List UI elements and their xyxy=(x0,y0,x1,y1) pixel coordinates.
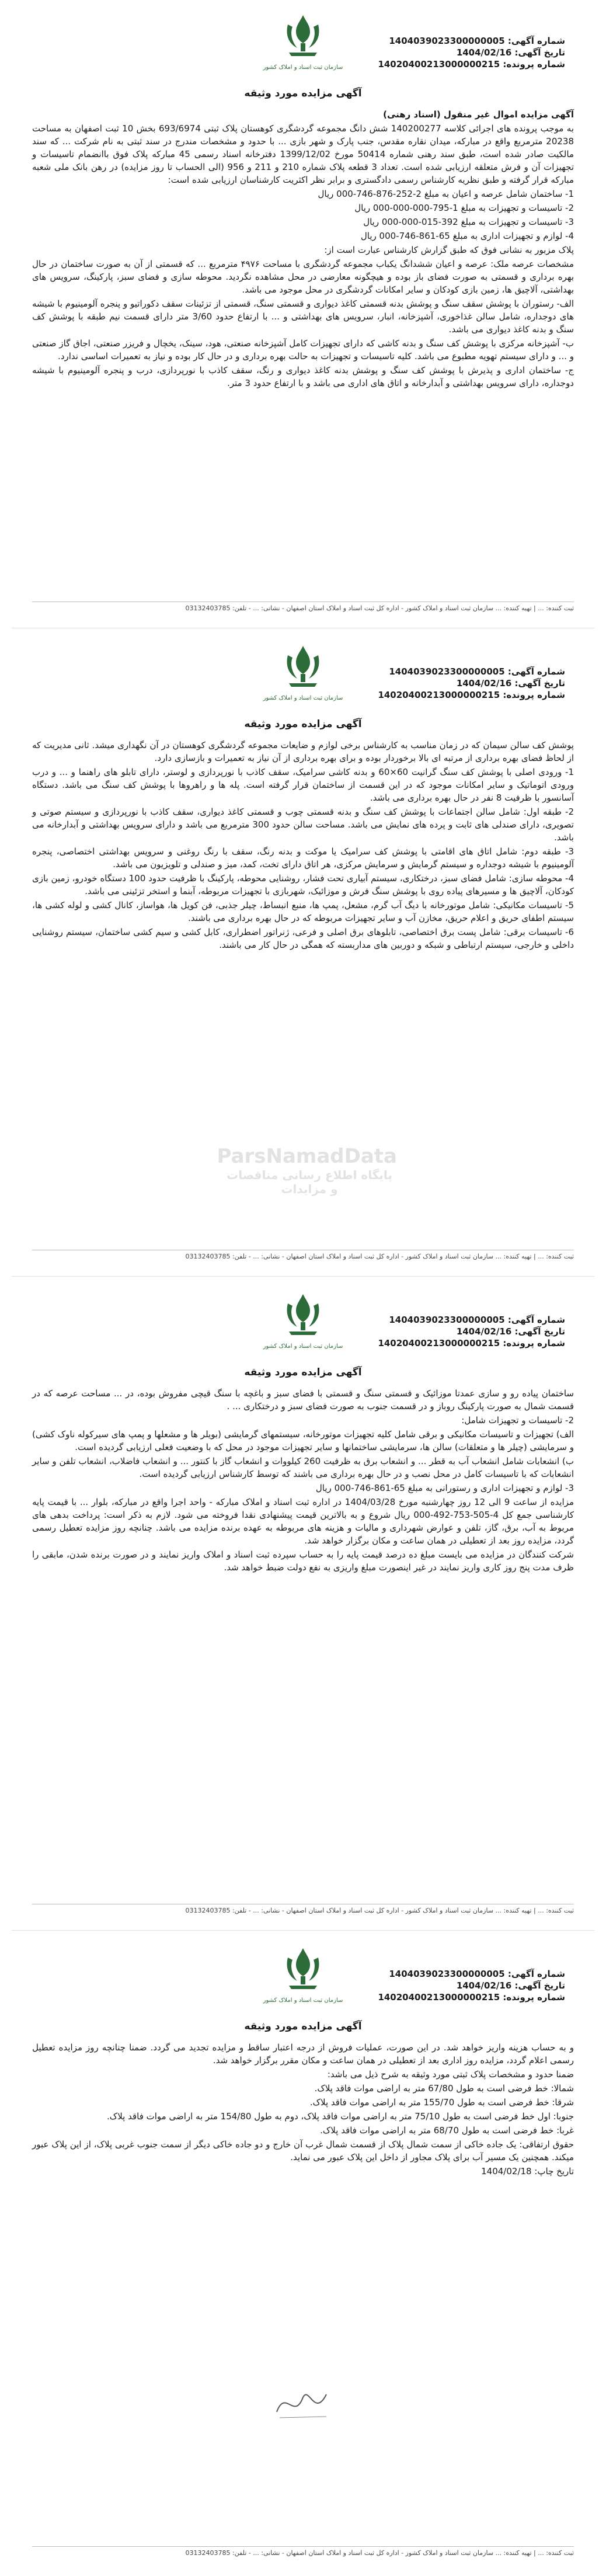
paragraph: 3- تاسیسات و تجهیزات به مبلغ 392-015-000-000 ریال xyxy=(363,217,574,227)
notice-page-4 xyxy=(0,1933,606,2570)
paragraph: پلاک مزبور به نشانی فوق که طبق گزارش کارشناس عبارت است از: xyxy=(324,245,574,255)
paragraph: ضمنا حدود و مشخصات پلاک ثبتی مورد وثیقه به شرح ذیل می باشد: xyxy=(327,2069,574,2080)
notice-number: شماره آگهی: 1404039023300000005 xyxy=(389,36,565,46)
page-divider xyxy=(12,1930,594,1931)
notice-footer: ثبت کننده: ... | تهیه کننده: ... سازمان ثبت اسناد و املاک کشور - اداره کل ثبت اسناد و املاک استان اصفهان - نشانی: ... - تلفن: 03132403785 xyxy=(32,1250,574,1260)
paragraph: جنوبا: اول خط فرضی است به طول 75/10 متر به اراضی موات فاقد پلاک، دوم به طول 154/80 متر به اراضی موات فاقد پلاک. xyxy=(107,2111,574,2122)
paragraph: الف) تجهیزات و تاسیسات مکانیکی و برقی شامل کلیه تجهیزات موتورخانه، سیستمهای گرمایشی (بویلر ها و مشعلها و پمپ های سیرکوله ناوک کشی) و سرمایشی (چیلر ها و متعلقات) سالن ها، سرمایشی ساختمانها و سایر تجهیزات موجود در محل که با وضعیت فعلی ارزیابی گردیده است. xyxy=(32,1429,574,1452)
judiciary-emblem-icon xyxy=(262,641,344,711)
file-number: شماره پرونده: 14020400213000000215 xyxy=(378,1338,565,1348)
paragraph: 1- ساختمان شامل عرصه و اعیان به مبلغ 2-252-876-746-000 ریال xyxy=(318,189,574,199)
paragraph: 2- طبقه اول: شامل سالن اجتماعات با پوشش کف سنگ و بدنه قسمتی چوب و قسمتی کاغذ دیواری، سقف کاذب با نورپردازی و سیستم صوتی و تصویری، دارای صندلی های ثابت و پرده های نمایش می باشد. مساحت سالن حدود 300 مترمربع می باشد و دارای سرویس بهداشتی و آبدارخانه می باشد. xyxy=(32,806,574,843)
paragraph: 1- ورودی اصلی با پوشش کف سنگ گرانیت 60×60 و بدنه کاشی سرامیک، سقف کاذب با نورپردازی و لوستر، دارای تابلو های راهنما و ... و درب ورودی اتوماتیک و سایر امکانات موجود که در این قسمت از ساختمان قرار گرفته است. پله ها و راهروها با پوشش کف سنگ می باشد. دستگاه آسانسور با ظرفیت 8 نفر در حال بهره برداری می باشد. xyxy=(32,767,574,803)
notice-number: شماره آگهی: 1404039023300000005 xyxy=(389,1315,565,1325)
judiciary-emblem-icon xyxy=(262,11,344,81)
paragraph: شرقا: خط فرضی است به طول 155/70 متر به اراضی موات فاقد پلاک. xyxy=(309,2097,574,2108)
notice-title: آگهی مزایده مورد وثیقه xyxy=(244,2021,362,2032)
notice-date: تاریخ آگهی: 1404/02/16 xyxy=(456,47,565,58)
notice-page-3 xyxy=(0,1279,606,1927)
paragraph: ج- ساختمان اداری و پذیرش با پوشش کف سنگ و پوشش بدنه کاغذ دیواری و رنگ، سقف کاذب با نورپردازی، درب و پنجره آلومینیوم با شیشه دوجداره، دارای سرویس بهداشتی و آبدارخانه و اتاق های اداری می باشد و با ارتفاع حدود 3 متر. xyxy=(32,365,574,388)
paragraph: 6- تاسیسات برقی: شامل پست برق اختصاصی، تابلوهای برق اصلی و فرعی، ژنراتور اضطراری، کابل کشی و سیم کشی ساختمان، سیستم روشنایی داخلی و خارجی، سیستم ارتباطی و شبکه و دوربین های مداربسته که همگی در حال کار می باشند. xyxy=(32,927,574,950)
paragraph: و به حساب هزینه واریز خواهد شد. در این صورت، عملیات فروش از درجه اعتبار ساقط و مزایده تجدید می گردد. ضمنا چنانچه روز مزایده تعطیل رسمی اعلام گردد، مزایده روز اداری بعد از تعطیلی در همان ساعت و مکان مقرر برگزار خواهد شد. xyxy=(32,2042,574,2066)
watermark xyxy=(217,1145,397,1196)
paragraph: الف- رستوران با پوشش سقف سنگ و پوشش بدنه قسمتی کاغذ دیواری و قسمتی سنگ، قسمتی از تزئینات سقف دکوراتیو و پنجره آلومینیوم با شیشه های دوجداره، شامل سالن غذاخوری، آشپزخانه، انبار، سرویس های بهداشتی و ... با ارتفاع حدود 3/60 متر دارای قسمت نیم طبقه با پوشش کف سنگ و بدنه کاغذ دیواری می باشد. xyxy=(32,298,574,335)
paragraph: 5- تاسیسات مکانیکی: شامل موتورخانه با دیگ آب گرم، مشعل، پمپ ها، منبع انبساط، چیلر جذبی، فن کویل ها، هواساز، کانال کشی و لوله کشی ها، سیستم اطفای حریق و اعلام حریق، مخازن آب و سایر تجهیزات مربوطه که در حال بهره برداری می باشند. xyxy=(32,900,574,923)
paragraph: حقوق ارتفاقی: یک جاده خاکی از سمت شمال پلاک از قسمت شمال غرب آن خارج و دو جاده خاکی دیگر از سمت جنوب غربی پلاک، از این پلاک عبور میکند. همچنین یک مسیر آب برای پلاک مجاور از داخل این پلاک عبور می نماید. xyxy=(32,2139,574,2163)
judiciary-emblem-icon xyxy=(262,1289,344,1360)
signature-stamp-icon xyxy=(268,2377,338,2429)
paragraph: پوشش کف سالن سیمان که در زمان مناسب به کارشناس برخی لوازم و ضایعات مجموعه گردشگری کوهستان در آن نگهداری میشد. ثانی مدیریت که از لحاظ فضای بهره برداری از مرتبه ای بالا برخوردار بوده و برای بهره برداری از آن نیاز به تعمیرات و بازسازی دارد. xyxy=(32,740,574,763)
paragraph: 2- تاسیسات و تجهیزات شامل: xyxy=(461,1415,574,1426)
notice-date: تاریخ آگهی: 1404/02/16 xyxy=(456,678,565,689)
notice-page-1 xyxy=(0,0,606,625)
paragraph: 4- محوطه سازی: شامل فضای سبز، درختکاری، سیستم آبیاری تحت فشار، روشنایی محوطه، پارکینگ با ظرفیت حدود 100 دستگاه خودرو، زمین بازی کودکان، آلاچیق ها و مسیرهای پیاده روی با پوشش سنگ فرش و موزائیک، شهربازی با تجهیزات مربوطه، آبنما و استخر تزئینی می باشد. xyxy=(32,873,574,896)
notice-body xyxy=(32,739,574,952)
paragraph: به موجب پرونده های اجرائی کلاسه 140200277 شش دانگ مجموعه گردشگری کوهستان پلاک ثبتی 693/6974 بخش 10 ثبت اصفهان به مساحت 20238 مترمربع واقع در مبارکه، میدان نقاره مقدس، جنب پارک و شهر بازی ... با حدود و مشخصات مندرج در سند ثبتی به نام شرکت ... که سند مالکیت صادر شده است، طبق سند رهنی شماره 50414 مورخ 1399/12/02 دفترخانه اسناد رسمی 45 مبارکه پلاک فوق باانضمام تاسیسات و تجهیزات آن و فرش متعلقه ارزیابی شده است. تعداد 3 قطعه پلاک شماره 210 و 211 و 956 (الی الحساب تا روز مزایده) در رهن بانک ملی شعبه مبارکه قرار گرفته و طبق نظریه کارشناس رسمی دادگستری و برابر نظر اکثریت کارشناسان ارزیابی شده است: xyxy=(32,123,574,185)
watermark-line: ParsNamadData xyxy=(217,1145,397,1168)
notice-meta xyxy=(378,1314,565,1349)
paragraph: مشخصات عرصه ملک: عرصه و اعیان ششدانگ یکباب مجموعه گردشگری با مساحت ۴۹۷۶ مترمربع ... که قسمتی از آن به صورت ساختمان در حال بهره برداری و قسمتی به صورت فضای باز بوده و هیچگونه معارضی در محل مشاهده نگردید. محوطه سازی و فضای سبز، پارکینگ، سرویس های بهداشتی، آلاچیق ها، زمین بازی کودکان و سایر امکانات گردشگری در محل موجود می باشد. xyxy=(32,259,574,295)
svg-text:سازمان ثبت اسناد و املاک کشور: سازمان ثبت اسناد و املاک کشور xyxy=(263,64,343,71)
paragraph: شرکت کنندگان در مزایده می بایست مبلغ ده درصد قیمت پایه را به حساب سپرده ثبت اسناد و املاک واریز نمایند و در صورت برنده شدن، مابقی را ظرف مدت پنج روز کاری واریز نمایند در غیر اینصورت مبلغ واریزی به نفع دولت ضبط خواهد شد. xyxy=(32,1549,574,1573)
paragraph: 3- لوازم و تجهیزات اداری و رستورانی به مبلغ 65-861-746-000 ریال xyxy=(315,1483,574,1493)
notice-date: تاریخ آگهی: 1404/02/16 xyxy=(456,1326,565,1337)
paragraph: 3- طبقه دوم: شامل اتاق های اقامتی با پوشش کف سرامیک یا موکت و بدنه رنگ، سقف با رنگ روغنی و سرویس بهداشتی اختصاصی، پنجره آلومینیوم با شیشه دوجداره و سیستم گرمایش و سرمایش مرکزی، هر اتاق دارای تخت، کمد، میز و صندلی و تلویزیون می باشد. xyxy=(32,846,574,870)
page-divider xyxy=(12,1276,594,1277)
notice-footer: ثبت کننده: ... | تهیه کننده: ... سازمان ثبت اسناد و املاک کشور - اداره کل ثبت اسناد و املاک استان اصفهان - نشانی: ... - تلفن: 03132403785 xyxy=(32,1904,574,1914)
paragraph: 4- لوازم و تجهیزات اداری به مبلغ 65-861-746-000 ریال xyxy=(360,231,574,241)
svg-text:سازمان ثبت اسناد و املاک کشور: سازمان ثبت اسناد و املاک کشور xyxy=(263,1997,343,2004)
svg-text:سازمان ثبت اسناد و املاک کشور: سازمان ثبت اسناد و املاک کشور xyxy=(263,695,343,701)
notice-title: آگهی مزایده مورد وثیقه xyxy=(244,88,362,99)
svg-text:سازمان ثبت اسناد و املاک کشور: سازمان ثبت اسناد و املاک کشور xyxy=(263,1343,343,1350)
notice-meta xyxy=(378,35,565,70)
paragraph: شمالا: خط فرضی است به طول 67/80 متر به اراضی موات فاقد پلاک. xyxy=(314,2083,574,2094)
notice-number: شماره آگهی: 1404039023300000005 xyxy=(389,1969,565,1979)
notice-title: آگهی مزایده مورد وثیقه xyxy=(244,718,362,730)
paragraph: ب- آشپزخانه مرکزی با پوشش کف سنگ و بدنه کاشی که دارای تجهیزات کامل آشپزخانه صنعتی، هود، سینک، یخچال و فریزر صنعتی، اجاق گاز صنعتی و ... و دارای سیستم تهویه مطبوع می باشد. کلیه تاسیسات و تجهیزات به حالت بهره برداری و در حال کار بوده و نیاز به تعمیرات اساسی ندارد. xyxy=(32,338,574,361)
paragraph: 2- تاسیسات و تجهیزات به مبلغ 1-795-000-000-000 ریال xyxy=(354,203,574,213)
notice-footer: ثبت کننده: ... | تهیه کننده: ... سازمان ثبت اسناد و املاک کشور - اداره کل ثبت اسناد و املاک استان اصفهان - نشانی: ... - تلفن: 03132403785 xyxy=(32,2546,574,2557)
watermark-line: پایگاه اطلاع رسانی مناقصات و مزایدات xyxy=(227,1168,392,1196)
notice-footer: ثبت کننده: ... | تهیه کننده: ... سازمان ثبت اسناد و املاک کشور - اداره کل ثبت اسناد و املاک استان اصفهان - نشانی: ... - تلفن: 03132403785 xyxy=(32,602,574,612)
notice-title: آگهی مزایده مورد وثیقه xyxy=(244,1367,362,1378)
notice-body xyxy=(32,2041,574,2179)
paragraph: ب) انشعابات شامل انشعاب آب به قطر ... و انشعاب برق به ظرفیت 260 کیلووات و انشعاب گاز با کنتور ... و انشعاب فاضلاب، انشعاب تلفن و سایر انشعابات که با تاسیسات کامل در محل نصب و در حال بهره برداری می باشند که توسط کارشناس ارزیابی گردیده است. xyxy=(32,1456,574,1479)
notice-body xyxy=(32,108,574,391)
notice-body xyxy=(32,1387,574,1575)
file-number: شماره پرونده: 14020400213000000215 xyxy=(378,690,565,700)
paragraph: ساختمان پیاده رو و سازی عمدتا موزائیک و قسمتی سنگ و قسمتی با فضای سبز و باغچه با سنگ قیچی مفروش بوده، در ... مساحت عرصه که در قسمت شمال به صورت پارکینگ روباز و در قسمت جنوب به صورت فضای سبز و درختکاری ... . xyxy=(32,1388,574,1412)
notice-number: شماره آگهی: 1404039023300000005 xyxy=(389,666,565,677)
paragraph: غربا: خط فرضی است به طول 68/70 متر به اراضی موات فاقد پلاک. xyxy=(320,2125,574,2136)
paragraph: مزایده از ساعت 9 الی 12 روز چهارشنبه مورخ 1404/03/28 در اداره ثبت اسناد و املاک مبارکه - واحد اجرا واقع در مبارکه، بلوار ... با قیمت پایه کارشناسی جمع کل 4-505-753-492-000 ریال شروع و به بالاترین قیمت پیشنهادی نقدا فروخته می شود. لازم به ذکر است: پرداخت بدهی های مربوط به آب، برق، گاز، تلفن و عوارض شهرداری و مالیات و هزینه های مربوطه به عهده برنده مزایده می باشد. چنانچه روز مزایده تعطیل رسمی گردد، مزایده روز بعد از تعطیلی در همان ساعت و مکان برگزار خواهد شد. xyxy=(32,1497,574,1546)
notice-date: تاریخ آگهی: 1404/02/16 xyxy=(456,1980,565,1991)
judiciary-emblem-icon xyxy=(262,1944,344,2014)
file-number: شماره پرونده: 14020400213000000215 xyxy=(378,1992,565,2003)
paragraph: تاریخ چاپ: 1404/02/18 xyxy=(481,2166,574,2177)
notice-meta xyxy=(378,666,565,701)
file-number: شماره پرونده: 14020400213000000215 xyxy=(378,59,565,69)
paragraph: آگهی مزایده اموال غیر منقول (اسناد رهنی) xyxy=(383,109,574,120)
notice-meta xyxy=(378,1968,565,2003)
